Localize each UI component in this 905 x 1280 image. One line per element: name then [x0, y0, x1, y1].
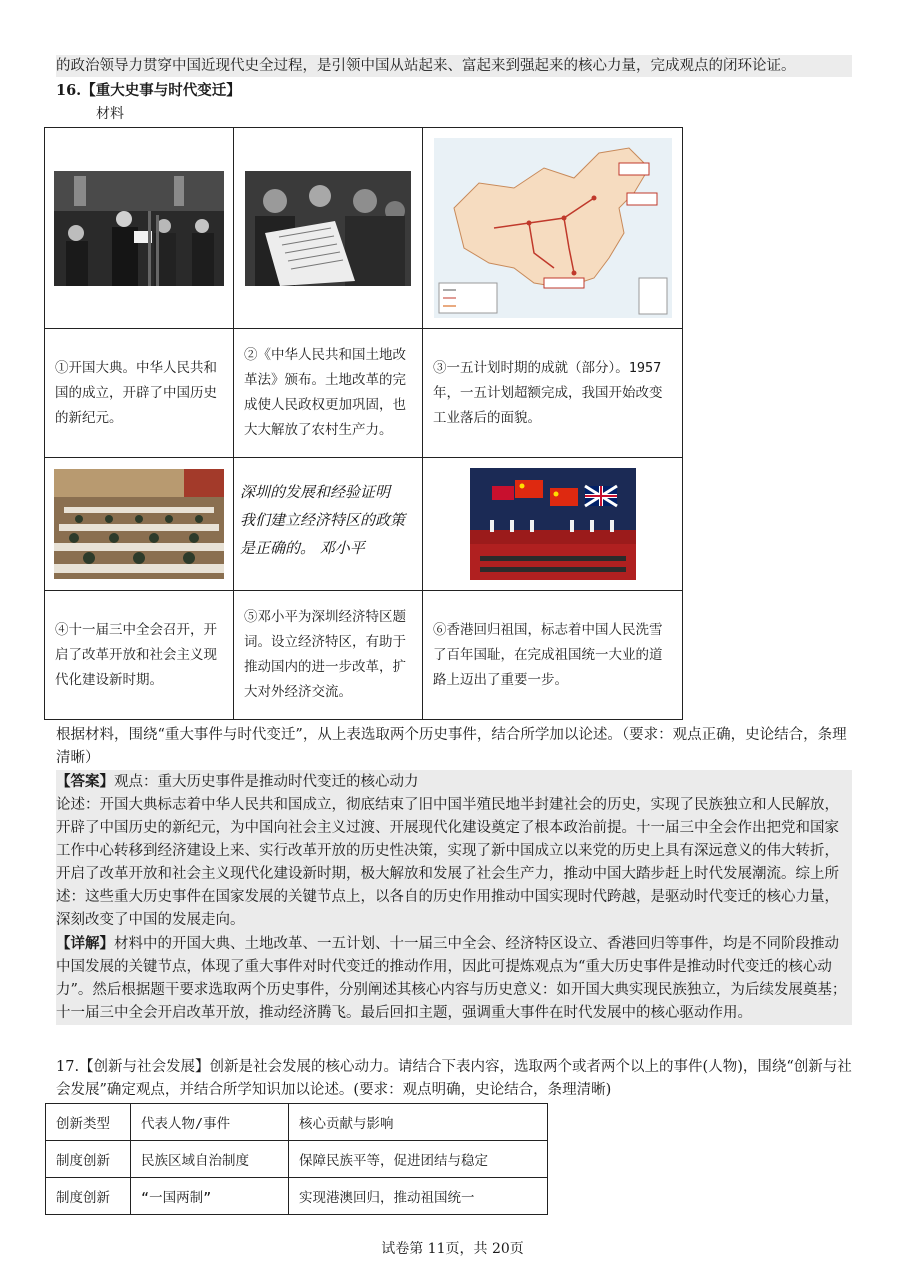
event-6-hong-kong-return: ⑥香港回归祖国，标志着中国人民洗雪了百年国耻，在完成祖国统一大业的道路上迈出了重要一步。 — [433, 621, 663, 688]
header-impact: 核心贡献与影响 — [289, 1104, 548, 1141]
answer-section — [56, 770, 852, 1025]
row-1-figure: 民族区域自治制度 — [131, 1141, 289, 1178]
question-16-title: 16.【重大史事与时代变迁】 — [56, 82, 241, 99]
question-17-intro: 17.【创新与社会发展】创新是社会发展的核心动力。请结合下表内容，选取两个或者两个以上的事件(人物)，围绕“创新与社会发展”确定观点，并结合所学知识加以论述。(要求：观点明确，史论结合，条理清晰) — [56, 1059, 852, 1098]
photo-third-plenum-cell — [45, 458, 234, 591]
photo-founding-ceremony-cell — [45, 128, 234, 329]
question-16-prompt: 根据材料，围绕“重大事件与时代变迁”，从上表选取两个历史事件，结合所学加以论述。（要求：观点正确，史论结合，条理清晰） — [56, 727, 847, 766]
event-5-special-economic-zone: ⑤邓小平为深圳经济特区题词。设立经济特区，有助于推动国内的进一步改革，扩大对外经济交流。 — [244, 609, 406, 700]
row-2-type: 制度创新 — [46, 1178, 131, 1215]
page-footer: 试卷第 11页，共 20页 — [381, 1241, 524, 1257]
founding-ceremony-photo — [54, 171, 224, 286]
answer-viewpoint: 观点：重大历史事件是推动时代变迁的核心动力 — [114, 774, 419, 790]
event-4-third-plenum: ④十一届三中全会召开，开启了改革开放和社会主义现代化建设新时期。 — [55, 621, 217, 688]
calligraphy-line-2: 我们建立经济特区的政策 — [240, 510, 406, 529]
event-2-land-reform-law: ②《中华人民共和国土地改革法》颁布。土地改革的完成使人民政权更加巩固，也大大解放了农村生产力。 — [244, 347, 406, 438]
row-2-figure: “一国两制” — [131, 1178, 289, 1215]
event-3-first-five-year-plan: ③一五计划时期的成就（部分）。1957 年，一五计划超额完成，我国开始改变工业落后的面貌。 — [433, 359, 663, 426]
continuation-line: 的政治领导力贯穿中国近现代史全过程，是引领中国从站起来、富起来到强起来的核心力量，完成观点的闭环论证。 — [56, 55, 852, 77]
row-1-type: 制度创新 — [46, 1141, 131, 1178]
table-row — [46, 1141, 548, 1178]
photo-land-reform-cell — [234, 128, 423, 329]
five-year-plan-map — [434, 138, 672, 318]
calligraphy-line-3: 是正确的。 邓小平 — [240, 538, 365, 557]
innovation-table — [45, 1103, 548, 1215]
third-plenum-photo — [54, 469, 224, 579]
header-type: 创新类型 — [46, 1104, 131, 1141]
photo-hk-handover-cell — [423, 458, 683, 591]
row-2-impact: 实现港澳回归，推动祖国统一 — [289, 1178, 548, 1215]
detail-tag: 【详解】 — [56, 935, 114, 952]
material-label: 材料 — [96, 106, 124, 122]
land-reform-photo — [245, 171, 411, 286]
header-figure: 代表人物/事件 — [131, 1104, 289, 1141]
answer-argument: 论述：开国大典标志着中华人民共和国成立，彻底结束了旧中国半殖民地半封建社会的历史，实现了民族独立和人民解放，开辟了中国历史的新纪元，为中国向社会主义过渡、开展现代化建设奠定了根本政治前提。十一届三中全会作出把党和国家工作中心转移到经济建设上来、实行改革开放的历史性决策，实现了新中国成立以来党的历史上具有深远意义的伟大转折，开启了改革开放和社会主义现代化建设新时期，极大解放和发展了社会生产力，推动中国大踏步赶上时代发展潮流。综上所述：这些重大历史事件在国家发展的关键节点上，以各自的历史作用推动中国实现时代跨越，是驱动时代变迁的核心力量，深刻改变了中国的发展走向。 — [56, 794, 852, 932]
event-1-founding-ceremony: ①开国大典。中华人民共和国的成立，开辟了中国历史的新纪元。 — [55, 359, 217, 426]
table-header-row — [46, 1104, 548, 1141]
calligraphy-cell — [234, 458, 423, 591]
deng-xiaoping-inscription — [238, 477, 418, 572]
row-1-impact: 保障民族平等，促进团结与稳定 — [289, 1141, 548, 1178]
materials-table — [44, 127, 683, 720]
hk-handover-photo — [470, 468, 636, 580]
detail-explanation: 材料中的开国大典、土地改革、一五计划、十一届三中全会、经济特区设立、香港回归等事件，均是不同阶段推动中国发展的关键节点，体现了重大事件对时代变迁的推动作用，因此可提炼观点为“重大历史事件是推动时代变迁的核心动力”。然后根据题干要求选取两个历史事件，分别阐述其核心内容与历史意义：如开国大典实现民族独立，为后续发展奠基；十一届三中全会开启改革开放，推动经济腾飞。最后回扣主题，强调重大事件在时代发展中的核心驱动作用。 — [56, 936, 847, 1021]
calligraphy-line-1: 深圳的发展和经验证明 — [240, 482, 391, 501]
answer-tag: 【答案】 — [56, 773, 114, 790]
table-row — [46, 1178, 548, 1215]
photo-five-year-plan-map-cell — [423, 128, 683, 329]
